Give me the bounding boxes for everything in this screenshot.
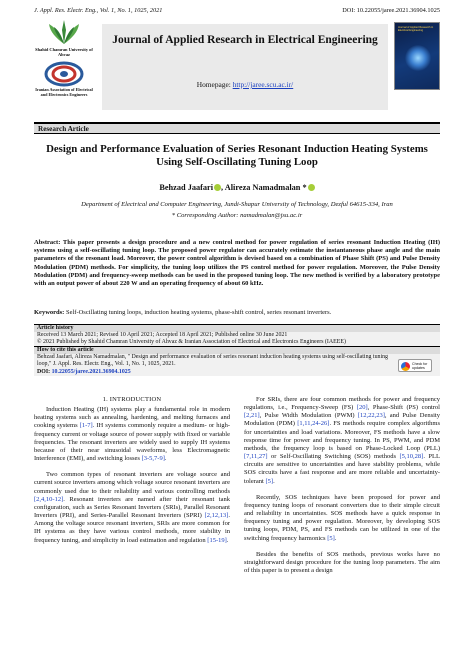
running-header: [34, 7, 440, 14]
check-updates-label: Check for updates: [412, 362, 428, 370]
section-divider: [34, 133, 440, 134]
body-text: Induction Heating (IH) systems play a fundamental role in modern heating systems such as annealing, hardening, and melting furnaces and cooking systems: [34, 406, 230, 430]
paragraph: [244, 494, 440, 543]
body-text: . IH systems commonly require a medium- or high-frequency current or voltage source of power supply with fixed or variable frequencies. The resonant inverters are widely used to supply IH systems because of their near sinusoidal waveforms, less Electromagnetic Interference (EMI), and switching losses: [34, 422, 230, 463]
corresponding-author: * Corresponding Author: namadmalan@jsu.ac.ir: [171, 212, 303, 219]
paragraph: [34, 406, 230, 463]
cover-title: Journal of Applied Research in Electrical Engineering: [398, 26, 434, 32]
running-header-doi: DOI: 10.22055/jaree.2021.36904.1025: [342, 7, 440, 14]
university-name: Shahid Chamran University of Ahvaz: [35, 47, 93, 57]
citation-link[interactable]: [2,12,13]: [204, 512, 229, 520]
body-text: . PLL circuits are sensitive to uncertainties and have stability problems, while SOS circuits have a fast response and are more reliable and uncertainty-tolerant: [244, 453, 440, 485]
body-text: , Pulse Width Modulation (PWM): [259, 412, 358, 420]
article-history-label: Article history: [34, 324, 440, 332]
doi-link[interactable]: 10.22055/jaree.2021.36904.1025: [51, 368, 131, 375]
body-text: .: [273, 477, 275, 485]
citation-link[interactable]: [5]: [265, 477, 274, 485]
body-text: .: [226, 536, 229, 544]
body-text: For SRIs, there are four common methods for power and frequency regulations, i.e., Frequency-Sweep (FS): [244, 396, 440, 412]
body-text: . Among the voltage source resonant inverters, SRIs are more common for IH systems as they have various control methods, more stability in frequency tuning, and simplicity in load estimation and regulation: [34, 512, 230, 544]
author-separator: ,: [221, 183, 225, 192]
body-text: Recently, SOS techniques have been proposed for power and frequency tuning loops of resonant converters due to their simple circuit and reliability in uncertainties. SOS methods have a quick response in frequency tuning and power regulation. Moreover, by developing SOS tuning loops, PDM, PS, and FS methods can be utilized in one of the switching frequency harmonics: [244, 493, 440, 542]
citation-link[interactable]: [5]: [327, 534, 335, 542]
author-1[interactable]: Behzad Jaafari: [159, 183, 214, 192]
body-text: , Phase-Shift (PS) control: [367, 404, 440, 412]
introduction-heading: 1. INTRODUCTION: [102, 396, 162, 403]
citation-link[interactable]: [20]: [356, 404, 368, 412]
cover-graphic: [405, 45, 431, 71]
citation-link[interactable]: [15-19]: [207, 536, 227, 544]
citation-link[interactable]: [12,22,23]: [357, 412, 385, 420]
homepage-label: Homepage:: [196, 80, 233, 89]
university-logo-icon: [46, 18, 82, 46]
citation-link[interactable]: [2,21]: [244, 412, 260, 420]
association-logo-icon: [44, 61, 84, 87]
citation-link[interactable]: [2,4,10-12]: [34, 495, 64, 503]
keywords-label: Keywords:: [34, 309, 65, 316]
doi-label: DOI:: [37, 368, 52, 375]
journal-title: Journal of Applied Research in Electrical Engineering: [112, 34, 378, 46]
orcid-icon[interactable]: [308, 184, 315, 191]
article-history: Received 13 March 2021; Revised 10 April 2021; Accepted 18 April 2021; Published online 30 June 2021: [34, 332, 440, 339]
citation-link[interactable]: [7,11,27]: [244, 453, 268, 461]
paper-title: Design and Performance Evaluation of Series Resonant Induction Heating Systems Using Self-Oscillating Tuning Loop: [46, 143, 428, 168]
right-column: [244, 396, 440, 583]
paragraph: [244, 396, 440, 486]
keywords-text: Self-Oscillating tuning loops, induction heating systems, phase-shift control, series resonant inverters.: [64, 309, 332, 316]
body-text: Two common types of resonant inverters are voltage source and current source inverters among which voltage source resonant inverters are commonly used due to their reliability and various controlling methods: [34, 471, 230, 495]
body-text: Besides the benefits of SOS methods, previous works have no straightforward design procedure for the tuning loop parameters. The aim of this paper is to present a design: [244, 550, 440, 574]
body-text: , and Pulse Density Modulation (PDM): [244, 412, 440, 428]
author-list: [34, 183, 440, 192]
author-2[interactable]: Alireza Namadmalan *: [224, 183, 307, 192]
copyright-line: © 2021 Published by Shahid Chamran University of Ahvaz & Iranian Association of Electrical and Electronics Engineers (IAEEE): [34, 339, 440, 346]
keywords: [34, 309, 440, 317]
logo-column: [34, 16, 94, 98]
body-text: . Resonant inverters are named after their resonant tank configuration, such as Series Resonant Inverters (SRIs), Parallel Resonant Inverters (PRI), and Series-Parallel Resonant Inverters (SPRI): [34, 495, 230, 520]
association-name: Iranian Association of Electrical and Electronics Engineers: [35, 87, 93, 97]
check-updates-icon: [401, 362, 410, 371]
how-to-cite-label: How to cite this article: [34, 346, 440, 354]
article-info-box: [34, 324, 440, 386]
citation-link[interactable]: [1-7]: [79, 422, 93, 430]
body-text: or Self-Oscillating Switching (SOS) methods: [267, 453, 400, 461]
body-text: .: [334, 534, 337, 542]
article-type-label: Research Article: [34, 124, 440, 134]
paragraph: [34, 471, 230, 544]
citation-link[interactable]: [1,11,24-26]: [297, 420, 330, 428]
journal-title-box: [102, 24, 388, 110]
journal-header: [34, 16, 440, 124]
body-text: .: [164, 455, 167, 463]
left-column: [34, 396, 230, 553]
citation-link[interactable]: [5,10,28]: [399, 453, 424, 461]
paragraph: [244, 551, 440, 575]
orcid-icon[interactable]: [214, 184, 221, 191]
citation-text: Behzad Jaafari, Alireza Namadmalan, " Design and performance evaluation of series resonant induction heating systems using self-oscillating tuning loop," J. Appl. Res. Electr. Eng., Vol. 1, No. 1, 1025, 2021.: [34, 354, 440, 368]
journal-cover-image: [394, 22, 440, 90]
abstract: Abstract: This paper presents a design procedure and a new control method for power regulation of series resonant Induction Heating (IH) systems using a self-oscillating tuning loop. The proposed power regulator can accurately estimate the instantaneous phase angle and the main parameters of the resonant load. Moreover, the power control algorithm is devised based on a combination of Phase Shift (PS) and Pulse Density Modulation (PDM) methods. For simplicity, the tuning loop utilizes the PS control method for power regulation. Moreover, the Pulse Density Modulation (PDM) and frequency-sweep methods can be used in the proposed tuning loop. The new method is verified by a laboratory prototype with an output power of about 220 W and an operating frequency of about 60 kHz.: [34, 239, 440, 288]
body-text: . FS methods require complex algorithms for uncertainties and load variations. Moreover, FS methods have a slow response time for power and frequency tuning. In PS, PWM, and PDM methods, the frequency loop is based on Phase-Locked Loop (PLL): [244, 420, 440, 452]
journal-homepage: [102, 80, 388, 89]
check-for-updates-button[interactable]: [398, 359, 432, 372]
citation-link[interactable]: [3-5,7-9]: [141, 455, 165, 463]
homepage-link[interactable]: http://jaree.scu.ac.ir/: [232, 80, 294, 89]
affiliation: Department of Electrical and Computer Engineering, Jundi-Shapur University of Technology, Dezful 64615-334, Iran: [81, 201, 393, 208]
running-header-citation: J. Appl. Res. Electr. Eng., Vol. 1, No. 1, 1025, 2021: [34, 7, 163, 14]
article-doi: [34, 369, 440, 376]
